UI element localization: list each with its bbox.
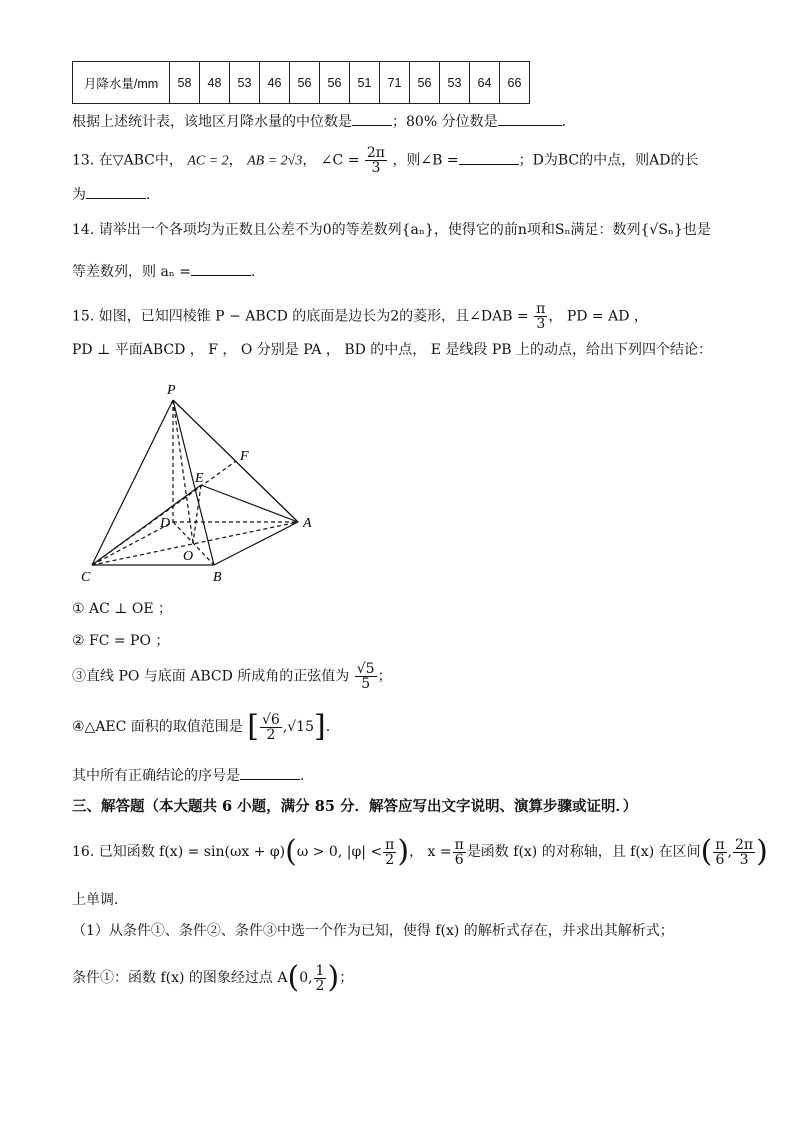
table-cell: 51 (350, 62, 380, 104)
diagonal-db (173, 522, 214, 565)
point-label-f: F (240, 449, 249, 464)
table-row (73, 62, 530, 104)
question-number: 14. (72, 222, 95, 238)
fraction (355, 662, 377, 691)
fraction-numerator: π (536, 301, 546, 317)
paren-right: ) (756, 834, 768, 869)
table-cell: 53 (440, 62, 470, 104)
conclusion-4 (72, 710, 330, 744)
paren-right: ) (397, 834, 410, 869)
answer-blank[interactable] (240, 765, 300, 780)
q16-text: 是函数 f(x) 的对称轴，且 f(x) 在区间 (466, 844, 701, 860)
q16-condition: ω > 0, |φ| < (296, 844, 383, 860)
answer-blank[interactable] (86, 184, 146, 199)
fraction-denominator: 3 (739, 851, 749, 868)
vertex-label-d: D (160, 516, 171, 531)
q12-question-line (72, 111, 566, 132)
q16-condition-text: 条件①：函数 f(x) 的图象经过点 A (72, 970, 288, 986)
q12-text: ；80% 分位数是 (392, 114, 498, 130)
q16-question-line: 16. 已知函数 f(x) = sin(ωx + φ)(ω > 0, |φ| < $\frac{\pi}{2}$ )， x = $\frac{\pi}{6}$ 是函数 f(x) 的对称轴，且 f(x) 在区间( $\frac{\pi}{6}$ , $\frac{2\pi}{3}$ ) (72, 834, 768, 869)
table-cell: 56 (320, 62, 350, 104)
q12-text: 根据上述统计表，该地区月降水量的中位数是 (72, 114, 352, 130)
segment-ea (201, 485, 298, 522)
conclusion-3-text: ； (377, 668, 392, 685)
answer-blank[interactable] (352, 111, 392, 126)
fraction-denominator: 3 (371, 160, 381, 176)
answer-blank[interactable] (459, 150, 519, 165)
q14-question-line (72, 220, 711, 240)
segment-eo (193, 485, 201, 543)
table-cell: 58 (170, 62, 200, 104)
bracket-right: ] (314, 709, 326, 744)
table-cell: 46 (260, 62, 290, 104)
q15-answer-text: . (300, 768, 305, 784)
conclusion-4-text: ④△AEC 面积的取值范围是 (72, 719, 243, 735)
q13-text: ；D为BC的中点，则AD的长 (518, 152, 699, 169)
edge-pb (173, 400, 214, 565)
fraction (713, 838, 726, 867)
fraction-denominator: 6 (715, 851, 725, 868)
q13-text: ，则∠B = (392, 152, 459, 169)
fraction-numerator: √5 (356, 661, 375, 677)
q12-text: . (561, 114, 567, 130)
fraction-numerator: 2π (366, 145, 385, 161)
vertex-label-c: C (81, 570, 91, 585)
q15-text: 如图，已知四棱锥 P − ABCD 的底面是边长为2的菱形，且∠DAB = (98, 308, 529, 325)
fraction-numerator: π (385, 836, 395, 853)
q14-text: 请举出一个各项均为正数且公差不为0的等差数列{aₙ}，使得它的前n项和Sₙ满足：数列{√Sₙ}也是 (98, 222, 711, 238)
q16-part1: （1）从条件①、条件②、条件③中选一个作为已知，使得 f(x) 的解析式存在，并求出其解析式； (72, 923, 674, 939)
q16-text: ， x = (409, 844, 452, 860)
fraction-numerator: 1 (315, 962, 325, 979)
table-cell: 53 (230, 62, 260, 104)
q15-text: PD ⊥ 平面ABCD ， F ， O 分别是 PA ， BD 的中点， E 是线段 PB 上的动点，给出下列四个结论： (72, 342, 713, 358)
vertex-label-p: P (167, 383, 176, 398)
q14-text: . (251, 264, 256, 280)
q13-condition: AB = 2√3 (247, 153, 303, 169)
table-cell: 71 (380, 62, 410, 104)
conclusion-1: ① AC ⊥ OE ； (72, 601, 173, 617)
edge-pa-overlay (173, 400, 298, 522)
point-coordinate: 0, (299, 970, 313, 986)
edge-pc (92, 400, 173, 565)
q14-text: 等差数列，则 aₙ = (72, 264, 192, 280)
table-cell: 64 (470, 62, 500, 104)
fraction (314, 964, 327, 993)
fraction (733, 838, 755, 867)
table-cell: 48 (200, 62, 230, 104)
paren-left: ( (285, 834, 297, 869)
fraction (365, 146, 387, 175)
fraction-denominator: 6 (454, 851, 464, 868)
answer-blank[interactable] (191, 261, 251, 276)
fraction-denominator: 2 (315, 977, 325, 994)
rainfall-table (72, 61, 530, 104)
pyramid-figure (76, 378, 326, 588)
table-cell: 56 (410, 62, 440, 104)
fraction-numerator: π (715, 836, 725, 853)
q13-question-line: 13. 在▽ABC中， AC = 2， AB = 2√3， ∠C = $\frac{2\pi}{3}$ ，则∠B = ；D为BC的中点，则AD的长 (72, 145, 699, 176)
bracket-left: [ (247, 709, 259, 744)
fraction-denominator: 3 (536, 316, 546, 332)
q16-text: 已知函数 f(x) = sin(ωx + φ) (98, 844, 286, 860)
section-heading: 三、解答题（本大题共 6 小题，满分 85 分．解答应写出文字说明、演算步骤或证明．） (72, 798, 638, 815)
q15-answer-line (72, 765, 304, 786)
q13-text: 在▽ABC中， (98, 152, 183, 169)
fraction-numerator: π (454, 836, 464, 853)
q13-question-line2 (72, 184, 150, 205)
q15-answer-text: 其中所有正确结论的序号是 (72, 768, 240, 784)
conclusion-2: ② FC = PO ； (72, 633, 170, 649)
interval-upper: ,√15 (282, 719, 314, 735)
vertex-label-a: A (303, 516, 312, 531)
q15-question-line (72, 302, 648, 331)
table-cell: 66 (500, 62, 530, 104)
table-header-cell: 月降水量/mm (73, 62, 170, 104)
q14-question-line2 (72, 261, 256, 282)
answer-blank[interactable] (498, 111, 562, 126)
question-number: 15. (72, 308, 95, 325)
point-label-e: E (195, 471, 204, 486)
edge-ba (214, 522, 298, 565)
q16-question-line2: 上单调． (72, 892, 128, 908)
fraction-numerator: 2π (735, 836, 754, 853)
paren-right: ) (327, 960, 340, 995)
q13-text: . (146, 187, 151, 203)
fraction-denominator: 2 (266, 726, 276, 743)
q16-condition-text: ； (339, 970, 354, 986)
conclusion-4-text: . (325, 719, 331, 735)
q13-condition: ∠C = (320, 152, 360, 169)
question-number: 16. (72, 844, 95, 860)
q15-text: ， PD = AD ， (548, 308, 648, 325)
fraction (260, 713, 282, 742)
vertex-label-b: B (213, 570, 222, 585)
q15-question-line2 (72, 340, 712, 360)
fraction (453, 838, 466, 867)
point-label-o: O (183, 549, 194, 564)
paren-left: ( (700, 834, 713, 869)
table-cell: 56 (290, 62, 320, 104)
fraction (534, 302, 547, 331)
question-number: 13. (72, 152, 95, 169)
conclusion-3-text: ③直线 PO 与底面 ABCD 所成角的正弦值为 (72, 668, 350, 685)
q13-text: 为 (72, 187, 86, 203)
conclusion-3 (72, 662, 392, 691)
fraction (383, 838, 396, 867)
q16-condition-1 (72, 960, 353, 996)
q13-condition: AC = 2 (187, 153, 229, 169)
fraction-denominator: 5 (361, 676, 371, 692)
paren-left: ( (287, 960, 300, 995)
fraction-denominator: 2 (385, 851, 395, 868)
fraction-numerator: √6 (261, 711, 280, 728)
